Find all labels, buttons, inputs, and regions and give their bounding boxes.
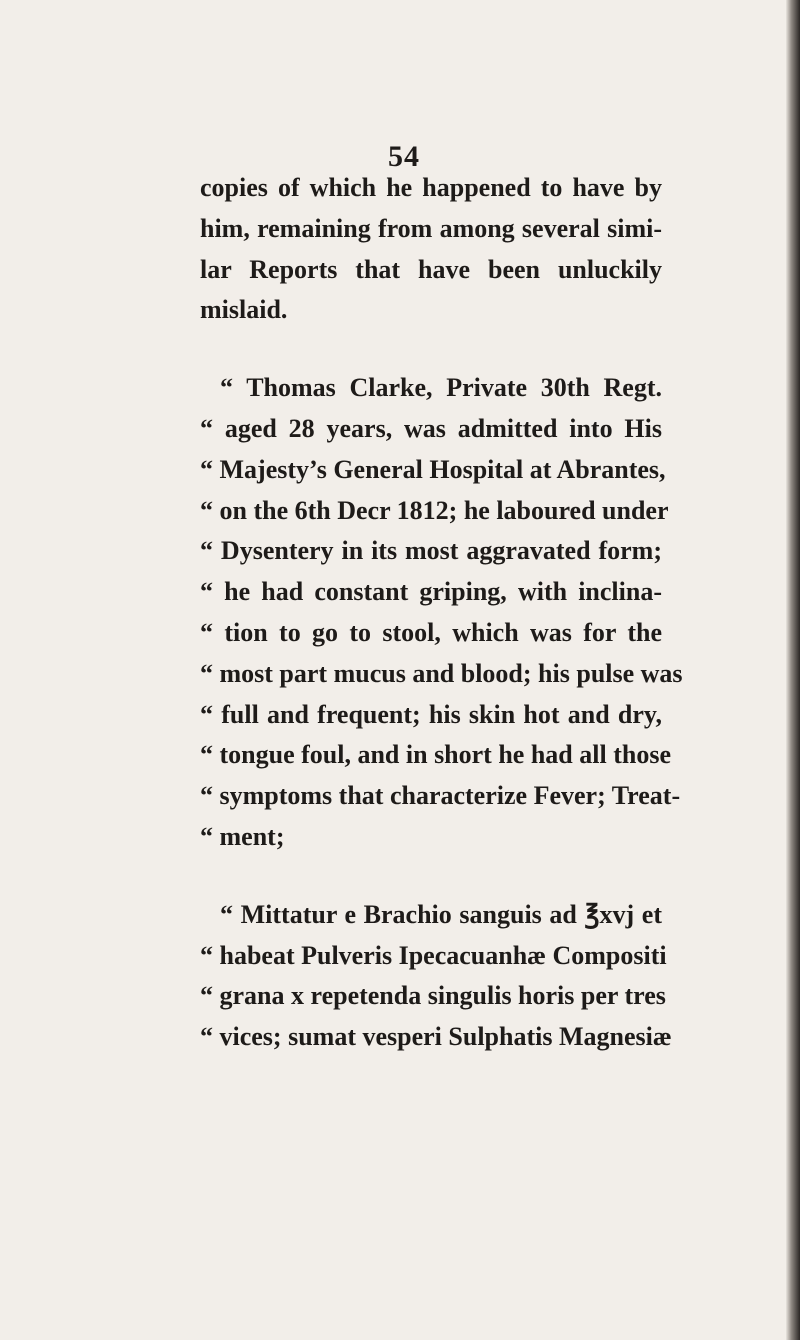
text-line: “ grana x repetenda singulis horis per tres: [200, 981, 666, 1011]
text-line: “ Dysentery in its most aggravated form;: [200, 536, 662, 566]
text-line: mislaid.: [200, 295, 288, 325]
text-line: “ full and frequent; his skin hot and dry,: [200, 699, 662, 729]
text-line: “ Thomas Clarke, Private 30th Regt.: [220, 373, 662, 403]
text-line: “ ment;: [200, 821, 285, 851]
text-line: “ on the 6th Decr 1812; he laboured under: [200, 495, 669, 525]
text-line: “ tion to go to stool, which was for the: [200, 617, 662, 647]
text-line: “ habeat Pulveris Ipecacuanhæ Compositi: [200, 940, 667, 970]
text-line: lar Reports that have been unluckily: [200, 254, 662, 284]
text-line: “ Mittatur e Brachio sanguis ad ℥xvj et: [220, 899, 662, 929]
text-line: “ tongue foul, and in short he had all those: [200, 740, 671, 770]
page-edge-shadow: [786, 0, 800, 1340]
page-number: 54: [388, 140, 420, 173]
text-line: “ most part mucus and blood; his pulse was: [200, 658, 683, 688]
text-line: copies of which he happened to have by: [200, 173, 662, 202]
body-text: [200, 168, 683, 1058]
text-line: him, remaining from among several simi-: [200, 213, 662, 243]
text-line: “ he had constant griping, with inclina-: [200, 577, 662, 607]
paragraph-gap: [200, 331, 662, 368]
text-line: “ symptoms that characterize Fever; Treat-: [200, 781, 681, 811]
text-line: “ vices; sumat vesperi Sulphatis Magnesiæ: [200, 1022, 672, 1052]
text-line: “ aged 28 years, was admitted into His: [200, 413, 662, 443]
paragraph-gap: [200, 858, 662, 895]
text-line: “ Majesty’s General Hospital at Abrantes,: [200, 454, 666, 484]
